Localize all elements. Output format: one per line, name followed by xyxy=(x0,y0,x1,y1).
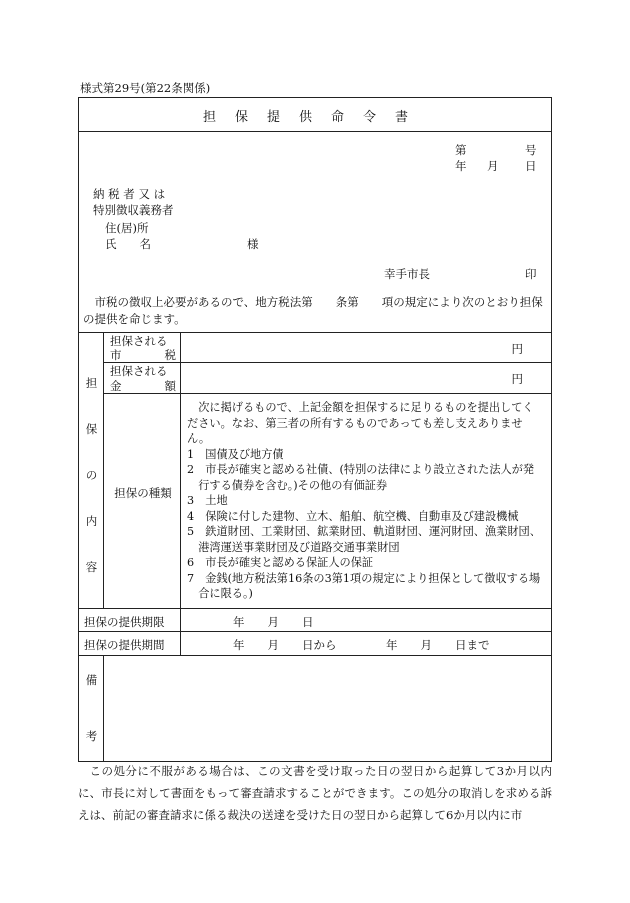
content-section-label xyxy=(79,333,104,608)
remarks-value-cell xyxy=(104,656,551,761)
deadline-label: 担保の提供期限 xyxy=(84,615,165,629)
collateral-item: 6 市長が確実と認める保証人の保証 xyxy=(187,556,374,569)
label-line xyxy=(110,379,176,393)
name-label: 氏 名 xyxy=(105,237,151,251)
collateral-type-row xyxy=(104,394,551,608)
deadline-row xyxy=(79,608,551,632)
yen-unit: 円 xyxy=(511,342,523,356)
section-char: 内 xyxy=(85,514,98,528)
order-form xyxy=(78,97,552,762)
label-line: 担保される xyxy=(110,364,168,378)
collateral-item: 3 土地 xyxy=(187,494,228,507)
date-day: 日 xyxy=(525,159,537,173)
section-char: 担 xyxy=(85,376,98,390)
period-to: 年 月 日まで xyxy=(386,638,490,652)
collateral-intro: 次に掲げるもので、上記金額を担保するに足りるものを提出してください。なお、第三者の所有するものであっても差し支えありません。 xyxy=(187,401,534,445)
address-label: 住(居)所 xyxy=(105,221,149,235)
remarks-char: 備 xyxy=(85,673,98,687)
collateral-item: 7 金銭(地方税法第16条の3第1項の規定により担保として徴収する場合に限る。) xyxy=(187,571,541,600)
collateral-type-list xyxy=(181,394,551,608)
order-body-text: 市税の徴収上必要があるので、地方税法第 条第 項の規定により次のとおり担保の提供を命じます。 xyxy=(83,295,543,326)
section-char: の xyxy=(85,468,98,482)
secured-tax-row xyxy=(104,333,551,363)
form-number-label: 様式第29号(第22条関係) xyxy=(80,81,211,95)
seal-mark: 印 xyxy=(525,267,537,281)
label-line: 担保の種類 xyxy=(114,486,172,500)
addressee-line2: 特別徴収義務者 xyxy=(93,203,174,217)
secured-tax-label xyxy=(104,333,181,362)
label-char: 金 xyxy=(110,379,122,393)
period-from: 年 月 日から xyxy=(233,638,337,652)
secured-amount-row xyxy=(104,363,551,394)
secured-tax-value xyxy=(181,333,551,362)
number-suffix: 号 xyxy=(525,143,537,157)
label-char: 税 xyxy=(164,348,176,362)
date-month: 月 xyxy=(487,159,499,173)
period-row xyxy=(79,632,551,656)
remarks-label-cell xyxy=(79,656,104,761)
document-title: 担保提供命令書 xyxy=(202,110,427,125)
period-label: 担保の提供期間 xyxy=(84,638,165,652)
section-char: 保 xyxy=(85,422,98,436)
header-block xyxy=(79,132,551,333)
period-value-cell xyxy=(181,632,551,655)
addressee-line1: 納 税 者 又 は xyxy=(93,187,166,201)
label-line xyxy=(110,348,176,362)
issuer-label: 幸手市長 xyxy=(384,267,430,281)
label-line: 担保される xyxy=(110,334,168,348)
secured-amount-value xyxy=(181,363,551,393)
deadline-value: 年 月 日 xyxy=(233,615,314,629)
title-row xyxy=(79,98,551,132)
yen-unit: 円 xyxy=(511,372,523,386)
remarks-char: 考 xyxy=(85,729,98,743)
section-char: 容 xyxy=(85,560,98,574)
collateral-type-label xyxy=(104,394,181,608)
period-label-cell xyxy=(79,632,181,655)
collateral-item: 4 保険に付した建物、立木、船舶、航空機、自動車及び建設機械 xyxy=(187,509,519,523)
collateral-item: 5 鉄道財団、工業財団、鉱業財団、軌道財団、運河財団、漁業財団、港湾運送事業財団及び道路交通事業財団 xyxy=(187,525,541,554)
number-prefix: 第 xyxy=(455,143,467,157)
label-char: 市 xyxy=(110,348,122,362)
secured-amount-label xyxy=(104,363,181,393)
label-char: 額 xyxy=(164,379,176,393)
collateral-item: 1 国債及び地方債 xyxy=(187,447,284,461)
sama-label: 様 xyxy=(247,237,259,251)
date-year: 年 xyxy=(455,159,467,173)
remarks-row xyxy=(79,656,551,761)
collateral-item: 2 市長が確実と認める社債、(特別の法律により設立された法人が発行する債券を含む。)その他の有価証券 xyxy=(187,463,535,492)
appeal-notice: この処分に不服がある場合は、この文書を受け取った日の翌日から起算して3か月以内に、市長に対して書面をもって審査請求することができます。この処分の取消しを求める訴えは、前記の審査請求に係る裁決の送達を受けた日の翌日から起算して6か月以内に市 xyxy=(78,764,552,822)
order-table xyxy=(79,333,551,761)
deadline-label-cell xyxy=(79,609,181,631)
deadline-value-cell xyxy=(181,609,551,631)
